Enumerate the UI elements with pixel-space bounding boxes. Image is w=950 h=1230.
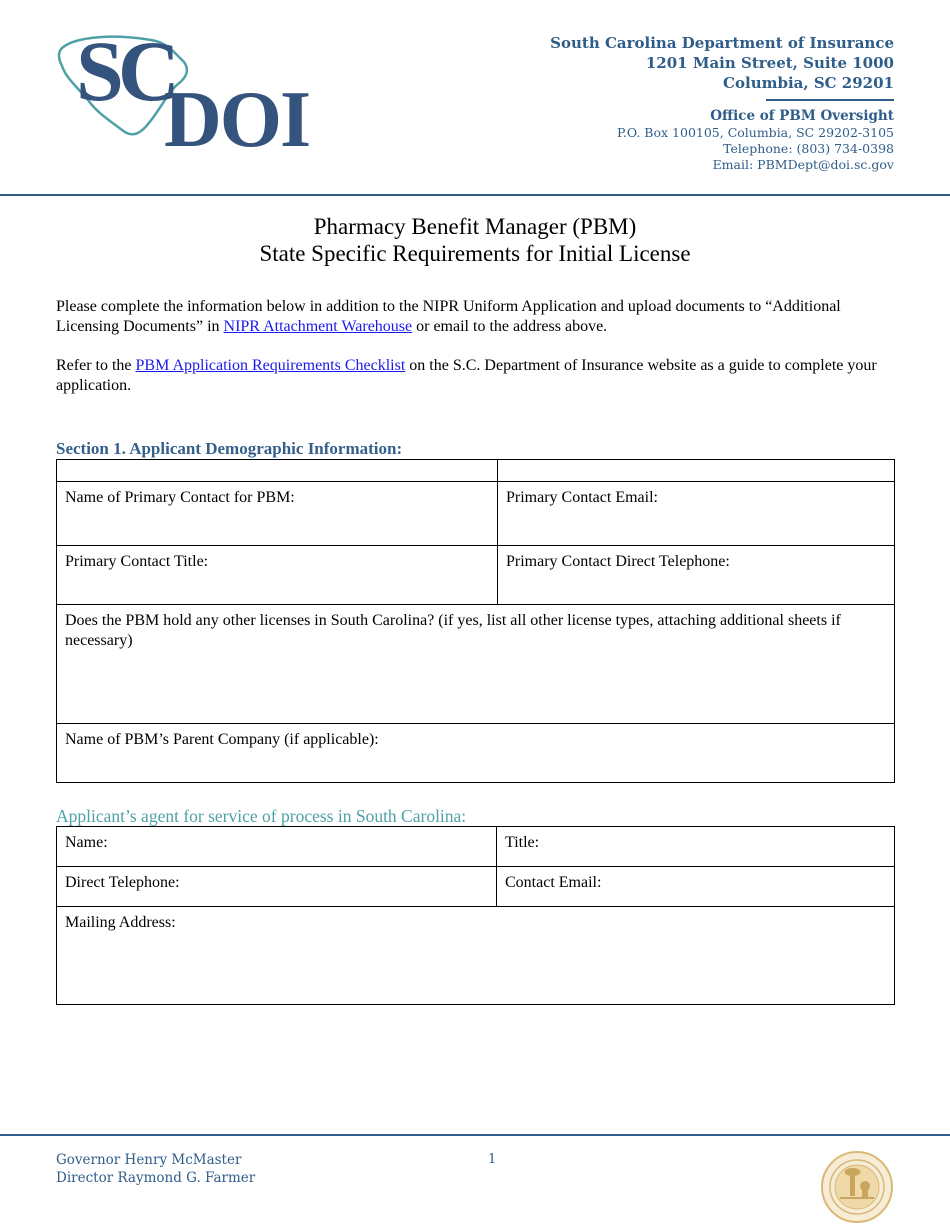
office-po-box: P.O. Box 100105, Columbia, SC 29202-3105 (616, 125, 894, 140)
primary-contact-phone-field[interactable]: Primary Contact Direct Telephone: (498, 546, 895, 605)
intro-text-end: on the S.C. Department of Insurance website as a guide to complete your application. (56, 357, 877, 394)
primary-contact-title-field[interactable]: Primary Contact Title: (57, 546, 498, 605)
agent-table (56, 826, 895, 1005)
requirements-checklist-link[interactable]: PBM Application Requirements Checklist (135, 357, 406, 374)
nipr-attachment-warehouse-link[interactable]: NIPR Attachment Warehouse (223, 318, 413, 335)
intro-paragraph-1 (56, 297, 896, 337)
office-name: Office of PBM Oversight (710, 108, 894, 124)
primary-contact-email-field[interactable]: Primary Contact Email: (498, 482, 895, 546)
title-line2: State Specific Requirements for Initial License (259, 241, 691, 266)
demographic-table (56, 459, 895, 783)
parent-company-field[interactable]: Name of PBM’s Parent Company (if applicable): (57, 724, 895, 783)
agency-address-line1: 1201 Main Street, Suite 1000 (645, 54, 894, 72)
agent-name-field[interactable]: Name: (57, 827, 497, 867)
intro-paragraph-2 (56, 356, 896, 396)
other-licenses-field[interactable]: Does the PBM hold any other licenses in South Carolina? (if yes, list all other license types, attaching additional sheets if necessary) (57, 605, 895, 724)
agent-phone-field[interactable]: Direct Telephone: (57, 867, 497, 907)
footer-rule (0, 1134, 950, 1136)
logo-doi-text: DOI (164, 76, 310, 164)
agent-email-field[interactable]: Contact Email: (497, 867, 895, 907)
agent-mailing-address-field[interactable]: Mailing Address: (57, 907, 895, 1005)
agency-address-line2: Columbia, SC 29201 (723, 74, 894, 92)
agent-title-field[interactable]: Title: (497, 827, 895, 867)
office-email: Email: PBMDept@doi.sc.gov (712, 157, 894, 172)
agent-section-heading: Applicant’s agent for service of process in South Carolina: (56, 806, 467, 826)
scdoi-logo (56, 23, 326, 164)
intro-text: Refer to the (56, 357, 136, 374)
agency-name: South Carolina Department of Insurance (550, 34, 894, 52)
header-rule (0, 194, 950, 196)
state-seal-icon (820, 1150, 894, 1224)
section1-heading: Section 1. Applicant Demographic Information: (56, 439, 403, 458)
document-title (0, 213, 950, 267)
agency-contact-block (550, 33, 894, 173)
title-line1: Pharmacy Benefit Manager (PBM) (313, 214, 637, 239)
intro-text-end: or email to the address above. (412, 318, 608, 335)
blank-cell[interactable] (57, 460, 498, 482)
governor-name: Governor Henry McMaster (56, 1152, 242, 1168)
blank-cell[interactable] (498, 460, 895, 482)
footer-officials (56, 1151, 255, 1187)
header-divider (766, 99, 894, 101)
director-name: Director Raymond G. Farmer (56, 1170, 256, 1186)
page-number: 1 (488, 1152, 497, 1167)
primary-contact-name-field[interactable]: Name of Primary Contact for PBM: (57, 482, 498, 546)
intro-text: Please complete the information below in addition to the NIPR Uniform Application and upload documents to “Additional Licensing Documents” in (56, 298, 841, 335)
office-telephone: Telephone: (803) 734-0398 (723, 141, 894, 156)
logo-sc-text: SC (76, 23, 174, 119)
